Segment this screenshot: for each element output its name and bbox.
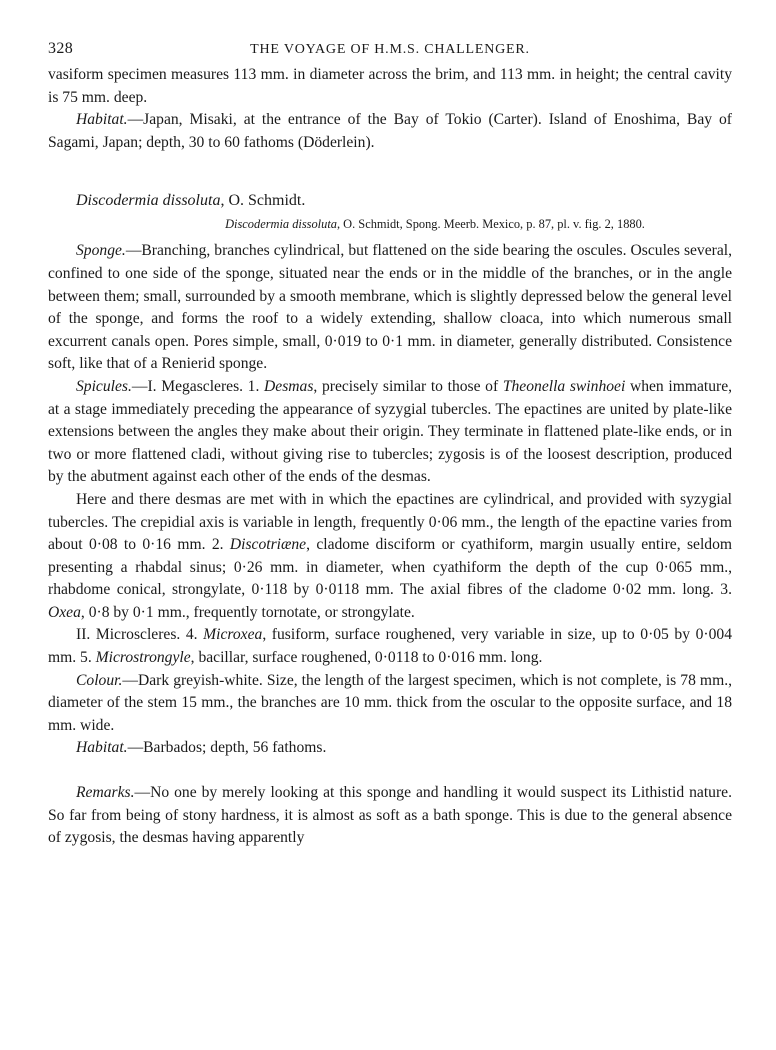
desmas-paragraph <box>48 489 732 625</box>
habitat-text-2: —Barbados; depth, 56 fathoms. <box>127 739 327 757</box>
theonella-term: Theonella swinhoei <box>502 377 626 395</box>
habitat-text-1: —Japan, Misaki, at the entrance of the Bay of Tokio (Carter). Island of Enoshima, Bay of Sagami, Japan; depth, 30 to 60 fathoms (Döderlein). <box>48 111 732 151</box>
species-name: Discodermia dissoluta <box>76 192 221 210</box>
microscleres-text-3: , bacillar, surface roughened, 0·0118 to 0·016 mm. long. <box>190 649 543 667</box>
remarks-label: Remarks. <box>76 784 135 802</box>
reference-name: Discodermia dissoluta <box>225 217 337 232</box>
microscleres-text-2: , fusiform, surface roughened, very variable in size, up to 0·05 by 0·004 mm. 5. <box>48 626 732 667</box>
discotriaene-term: Discotriæne <box>229 536 307 554</box>
microxea-term: Microxea <box>203 626 263 644</box>
spicules-text-2: , precisely similar to those of <box>313 377 503 395</box>
remarks-text: —No one by merely looking at this sponge and handling it would suspect its Lithistid nature. So far from being of stony hardness, it is almost as soft as a bath sponge. This is due to the general absence of zygosis, the desmas having apparently <box>48 784 732 847</box>
desmas-text-2: , cladome disciform or cyathiform, margin usually entire, seldom presenting a rhabdal sinus; 0·26 mm. in diameter, when cyathiform the depth of the cup 0·065 mm., rhabdome conical, strongylate, 0·118 by 0·0118 mm. The axial fibres of the cladome 0·02 mm. long. 3. <box>48 536 732 599</box>
section-gap <box>48 154 732 190</box>
sponge-text: —Branching, branches cylindrical, but flattened on the side bearing the oscules. Oscules several, confined to one side of the sponge, situated near the ends or in the middle of the branches, or in the angle between them; small, surrounded by a smooth membrane, which is slightly depressed below the general level of the sponge, and forms the roof to a widely extending, shallow cloaca, into which numerous small excurrent canals open. Pores simple, small, 0·019 to 0·1 mm. in diameter, generally distributed. Consistence soft, like that of a Renierid sponge. <box>48 242 732 373</box>
species-reference <box>138 214 732 234</box>
colour-paragraph <box>48 670 732 738</box>
desmas-text-1: Here and there desmas are met with in which the epactines are cylindrical, and provided with syzygial tubercles. The crepidial axis is variable in length, frequently 0·06 mm., the length of the epactine varies from about 0·08 to 0·16 mm. 2. <box>48 490 732 554</box>
microscleres-paragraph <box>48 624 732 669</box>
colour-text: —Dark greyish-white. Size, the length of the largest specimen, which is not complete, is 78 mm., diameter of the stem 15 mm., the branches are 10 mm. thick from the oscular to the opposite surface, and 18 mm. wide. <box>48 671 732 734</box>
sponge-paragraph <box>48 240 732 376</box>
section-gap-2 <box>48 760 732 782</box>
spicules-text-1: —I. Megascleres. 1. <box>131 377 265 395</box>
intro-text: vasiform specimen measures 113 mm. in diameter across the brim, and 113 mm. in height; the central cavity is 75 mm. deep. <box>48 66 732 106</box>
colour-label: Colour. <box>76 671 123 689</box>
remarks-paragraph <box>48 782 732 850</box>
desmas-text-3: , 0·8 by 0·1 mm., frequently tornotate, or strongylate. <box>80 603 415 621</box>
intro-paragraph <box>48 64 732 109</box>
spicules-paragraph <box>48 376 732 489</box>
microscleres-text-1: II. Microscleres. 4. <box>76 626 204 644</box>
reference-text: , O. Schmidt, Spong. Meerb. Mexico, p. 87, pl. v. fig. 2, 1880. <box>336 217 645 232</box>
microstrongyle-term: Microstrongyle <box>95 649 191 667</box>
page-number: 328 <box>48 40 74 57</box>
desmas-term: Desmas <box>264 377 314 395</box>
species-author: , O. Schmidt. <box>220 192 306 210</box>
habitat-label-1: Habitat. <box>76 111 128 129</box>
habitat-label-2: Habitat. <box>76 739 128 757</box>
oxea-term: Oxea <box>48 603 81 621</box>
sponge-label: Sponge. <box>76 242 126 260</box>
habitat-paragraph-2 <box>48 737 732 760</box>
running-header <box>48 36 732 64</box>
spicules-label: Spicules. <box>76 377 132 395</box>
habitat-paragraph-1 <box>48 109 732 154</box>
spicules-text-3: when immature, at a stage immediately preceding the appearance of syzygial tubercles. The epactines are united by plate-like extensions between the angles they make about their origin. They terminate in flattened plate-like ends, or in two or more flattened cladi, without giving rise to tubercles; zygosis is of the loosest description, produced by the abutment against each other of the ends of the desmas. <box>48 377 733 486</box>
species-heading <box>48 190 732 212</box>
running-title: THE VOYAGE OF H.M.S. CHALLENGER. <box>250 42 530 57</box>
